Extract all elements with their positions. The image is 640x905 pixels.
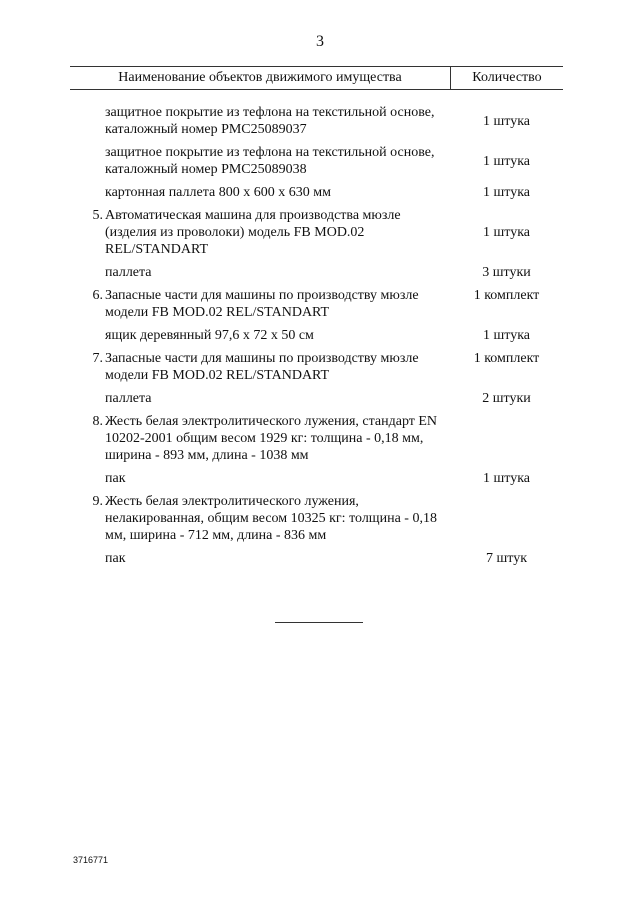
row-quantity: 7 штук (485, 551, 527, 566)
row-quantity: 1 штука (482, 185, 531, 200)
row-quantity: 1 штука (482, 113, 531, 129)
row-quantity (450, 413, 563, 464)
table-row (70, 144, 563, 178)
row-quantity: 1 штука (482, 471, 531, 486)
row-description: картонная паллета 800 х 600 х 630 мм (105, 185, 331, 200)
table-row (70, 350, 563, 384)
row-description: защитное покрытие из тефлона на текстильной основе, каталожный номер PMC25089038 (105, 145, 435, 177)
table-row (70, 207, 563, 258)
table-row (70, 550, 563, 567)
row-description: паллета (105, 265, 152, 280)
table-row (70, 327, 563, 344)
row-number (70, 550, 103, 567)
row-number: 9. (92, 494, 103, 509)
header-quantity: Количество (472, 70, 542, 85)
row-number: 7. (92, 351, 103, 366)
row-description: Жесть белая электролитического лужения, нелакированная, общим весом 10325 кг: толщина - 0,18 мм, ширина - 712 мм, длина - 836 мм (105, 494, 437, 543)
row-number (70, 264, 103, 281)
row-quantity: 1 штука (482, 153, 531, 169)
row-number (70, 144, 103, 178)
table-row (70, 264, 563, 281)
row-description: защитное покрытие из тефлона на текстильной основе, каталожный номер PMC25089037 (105, 105, 435, 137)
row-description: Запасные части для машины по производству мюзле модели FB MOD.02 REL/STANDART (105, 288, 419, 320)
table-row (70, 493, 563, 544)
row-number (70, 470, 103, 487)
row-description: пак (105, 551, 126, 566)
row-quantity (450, 493, 563, 544)
row-description: Автоматическая машина для производства мюзле (изделия из проволоки) модель FB MOD.02 REL/STANDART (105, 208, 401, 257)
table-rows (70, 104, 563, 567)
end-rule (275, 622, 363, 623)
row-number: 6. (92, 288, 103, 303)
row-description: Запасные части для машины по производству мюзле модели FB MOD.02 REL/STANDART (105, 351, 419, 383)
page-number: 3 (316, 33, 324, 50)
table-row (70, 470, 563, 487)
row-description: ящик деревянный 97,6 х 72 х 50 см (105, 328, 314, 343)
table-row (70, 390, 563, 407)
row-number: 8. (92, 414, 103, 429)
row-description: Жесть белая электролитического лужения, стандарт EN 10202-2001 общим весом 1929 кг: толщина - 0,18 мм, ширина - 893 мм, длина - 1038 мм (105, 414, 438, 463)
table-row (70, 184, 563, 201)
row-quantity: 3 штуки (482, 265, 531, 280)
table-row (70, 413, 563, 464)
table-header (70, 66, 563, 90)
row-number: 5. (92, 208, 103, 223)
property-table (70, 66, 563, 573)
row-number (70, 327, 103, 344)
row-description: паллета (105, 391, 152, 406)
row-number (70, 390, 103, 407)
table-row (70, 104, 563, 138)
row-quantity: 1 комплект (473, 288, 540, 303)
row-number (70, 104, 103, 138)
row-description: пак (105, 471, 126, 486)
row-quantity: 2 штуки (482, 391, 531, 406)
row-number (70, 184, 103, 201)
row-quantity: 1 штука (482, 225, 531, 240)
document-code: 3716771 (73, 855, 109, 865)
row-quantity: 1 штука (482, 328, 531, 343)
header-name: Наименование объектов движимого имущества (70, 67, 451, 89)
row-quantity: 1 комплект (473, 351, 540, 366)
table-row (70, 287, 563, 321)
